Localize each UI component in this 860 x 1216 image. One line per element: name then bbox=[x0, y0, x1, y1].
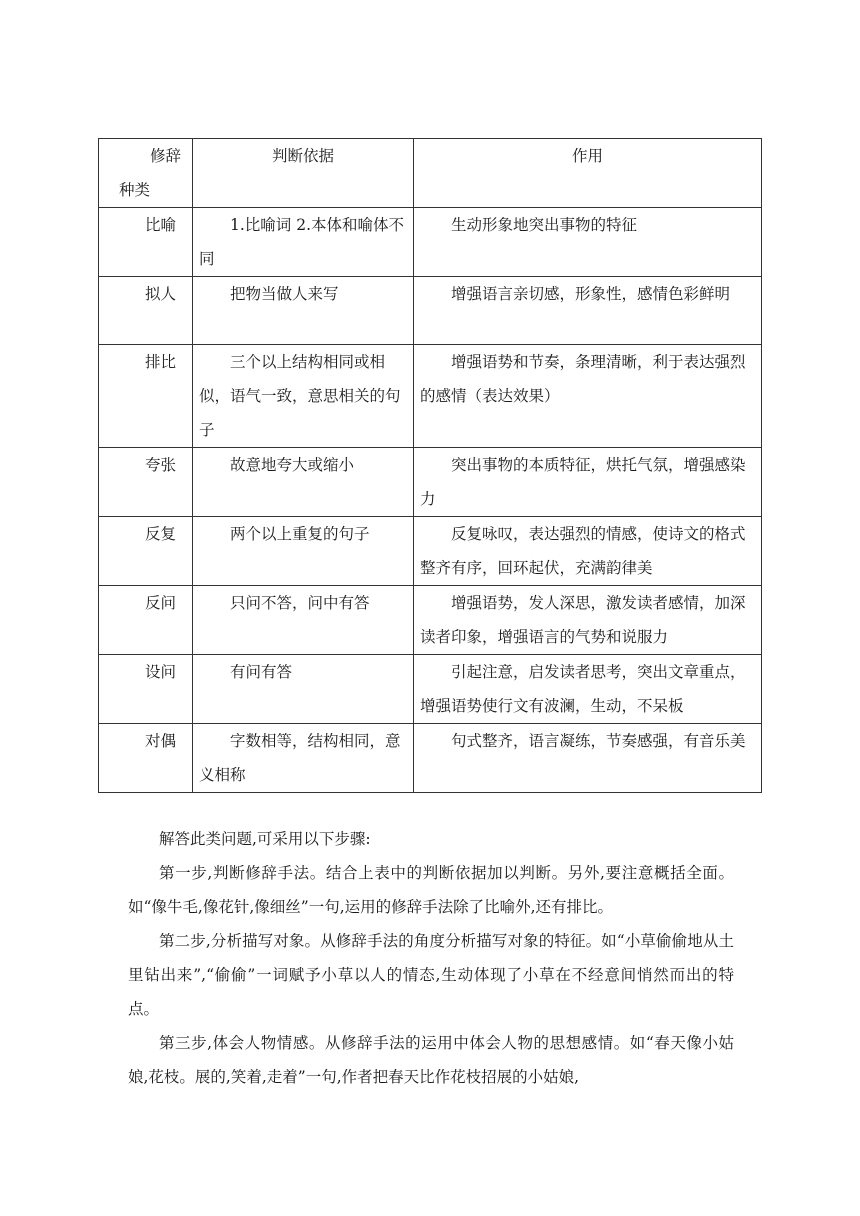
row-effect: 生动形象地突出事物的特征 bbox=[414, 208, 762, 277]
row-effect: 突出事物的本质特征，烘托气氛，增强感染力 bbox=[414, 448, 762, 517]
table-row bbox=[99, 655, 762, 724]
step3-paragraph: 第三步,体会人物情感。从修辞手法的运用中体会人物的思想感情。如“春天像小姑娘,花枝。展的,笑着,走着”一句,作者把春天比作花枝招展的小姑娘, bbox=[128, 1034, 734, 1086]
row-type: 反复 bbox=[99, 517, 193, 586]
table-row bbox=[99, 345, 762, 448]
row-effect: 增强语势和节奏，条理清晰，利于表达强烈的感情（表达效果） bbox=[414, 345, 762, 448]
row-basis: 两个以上重复的句子 bbox=[193, 517, 414, 586]
intro-paragraph: 解答此类问题,可采用以下步骤: bbox=[159, 830, 371, 848]
row-basis: 字数相等，结构相同，意义相称 bbox=[193, 724, 414, 793]
row-effect: 引起注意，启发读者思考，突出文章重点，增强语势使行文有波澜，生动，不呆板 bbox=[414, 655, 762, 724]
rhetoric-table-container bbox=[98, 138, 761, 793]
row-effect: 反复咏叹，表达强烈的情感，使诗文的格式整齐有序，回环起伏，充满韵律美 bbox=[414, 517, 762, 586]
row-type: 反问 bbox=[99, 586, 193, 655]
row-basis: 1.比喻词 2.本体和喻体不同 bbox=[193, 208, 414, 277]
table-row bbox=[99, 724, 762, 793]
step2-paragraph: 第二步,分析描写对象。从修辞手法的角度分析描写对象的特征。如“小草偷偷地从土里钻出来”,“偷偷”一词赋予小草以人的情态,生动体现了小草在不经意间悄然而出的特点。 bbox=[128, 932, 734, 1018]
row-type: 设问 bbox=[99, 655, 193, 724]
step1-paragraph: 第一步,判断修辞手法。结合上表中的判断依据加以判断。另外,要注意概括全面。如“像牛毛,像花针,像细丝”一句,运用的修辞手法除了比喻外,还有排比。 bbox=[128, 864, 734, 916]
row-effect: 增强语言亲切感，形象性，感情色彩鲜明 bbox=[414, 277, 762, 345]
header-type: 修辞种类 bbox=[99, 139, 193, 208]
row-basis: 有问有答 bbox=[193, 655, 414, 724]
table-header-row bbox=[99, 139, 762, 208]
table-row bbox=[99, 277, 762, 345]
row-basis: 把物当做人来写 bbox=[193, 277, 414, 345]
table-row bbox=[99, 448, 762, 517]
row-effect: 增强语势，发人深思，激发读者感情，加深读者印象，增强语言的气势和说服力 bbox=[414, 586, 762, 655]
row-basis: 故意地夸大或缩小 bbox=[193, 448, 414, 517]
table-row bbox=[99, 517, 762, 586]
explanation-text bbox=[128, 822, 734, 1094]
row-type: 排比 bbox=[99, 345, 193, 448]
row-type: 夸张 bbox=[99, 448, 193, 517]
table-row bbox=[99, 208, 762, 277]
row-basis: 只问不答，问中有答 bbox=[193, 586, 414, 655]
row-type: 拟人 bbox=[99, 277, 193, 345]
rhetoric-table bbox=[98, 138, 762, 793]
header-effect: 作用 bbox=[414, 139, 762, 208]
table-row bbox=[99, 586, 762, 655]
row-basis: 三个以上结构相同或相似，语气一致，意思相关的句子 bbox=[193, 345, 414, 448]
row-effect: 句式整齐，语言凝练，节奏感强，有音乐美 bbox=[414, 724, 762, 793]
row-type: 比喻 bbox=[99, 208, 193, 277]
header-basis: 判断依据 bbox=[193, 139, 414, 208]
row-type: 对偶 bbox=[99, 724, 193, 793]
